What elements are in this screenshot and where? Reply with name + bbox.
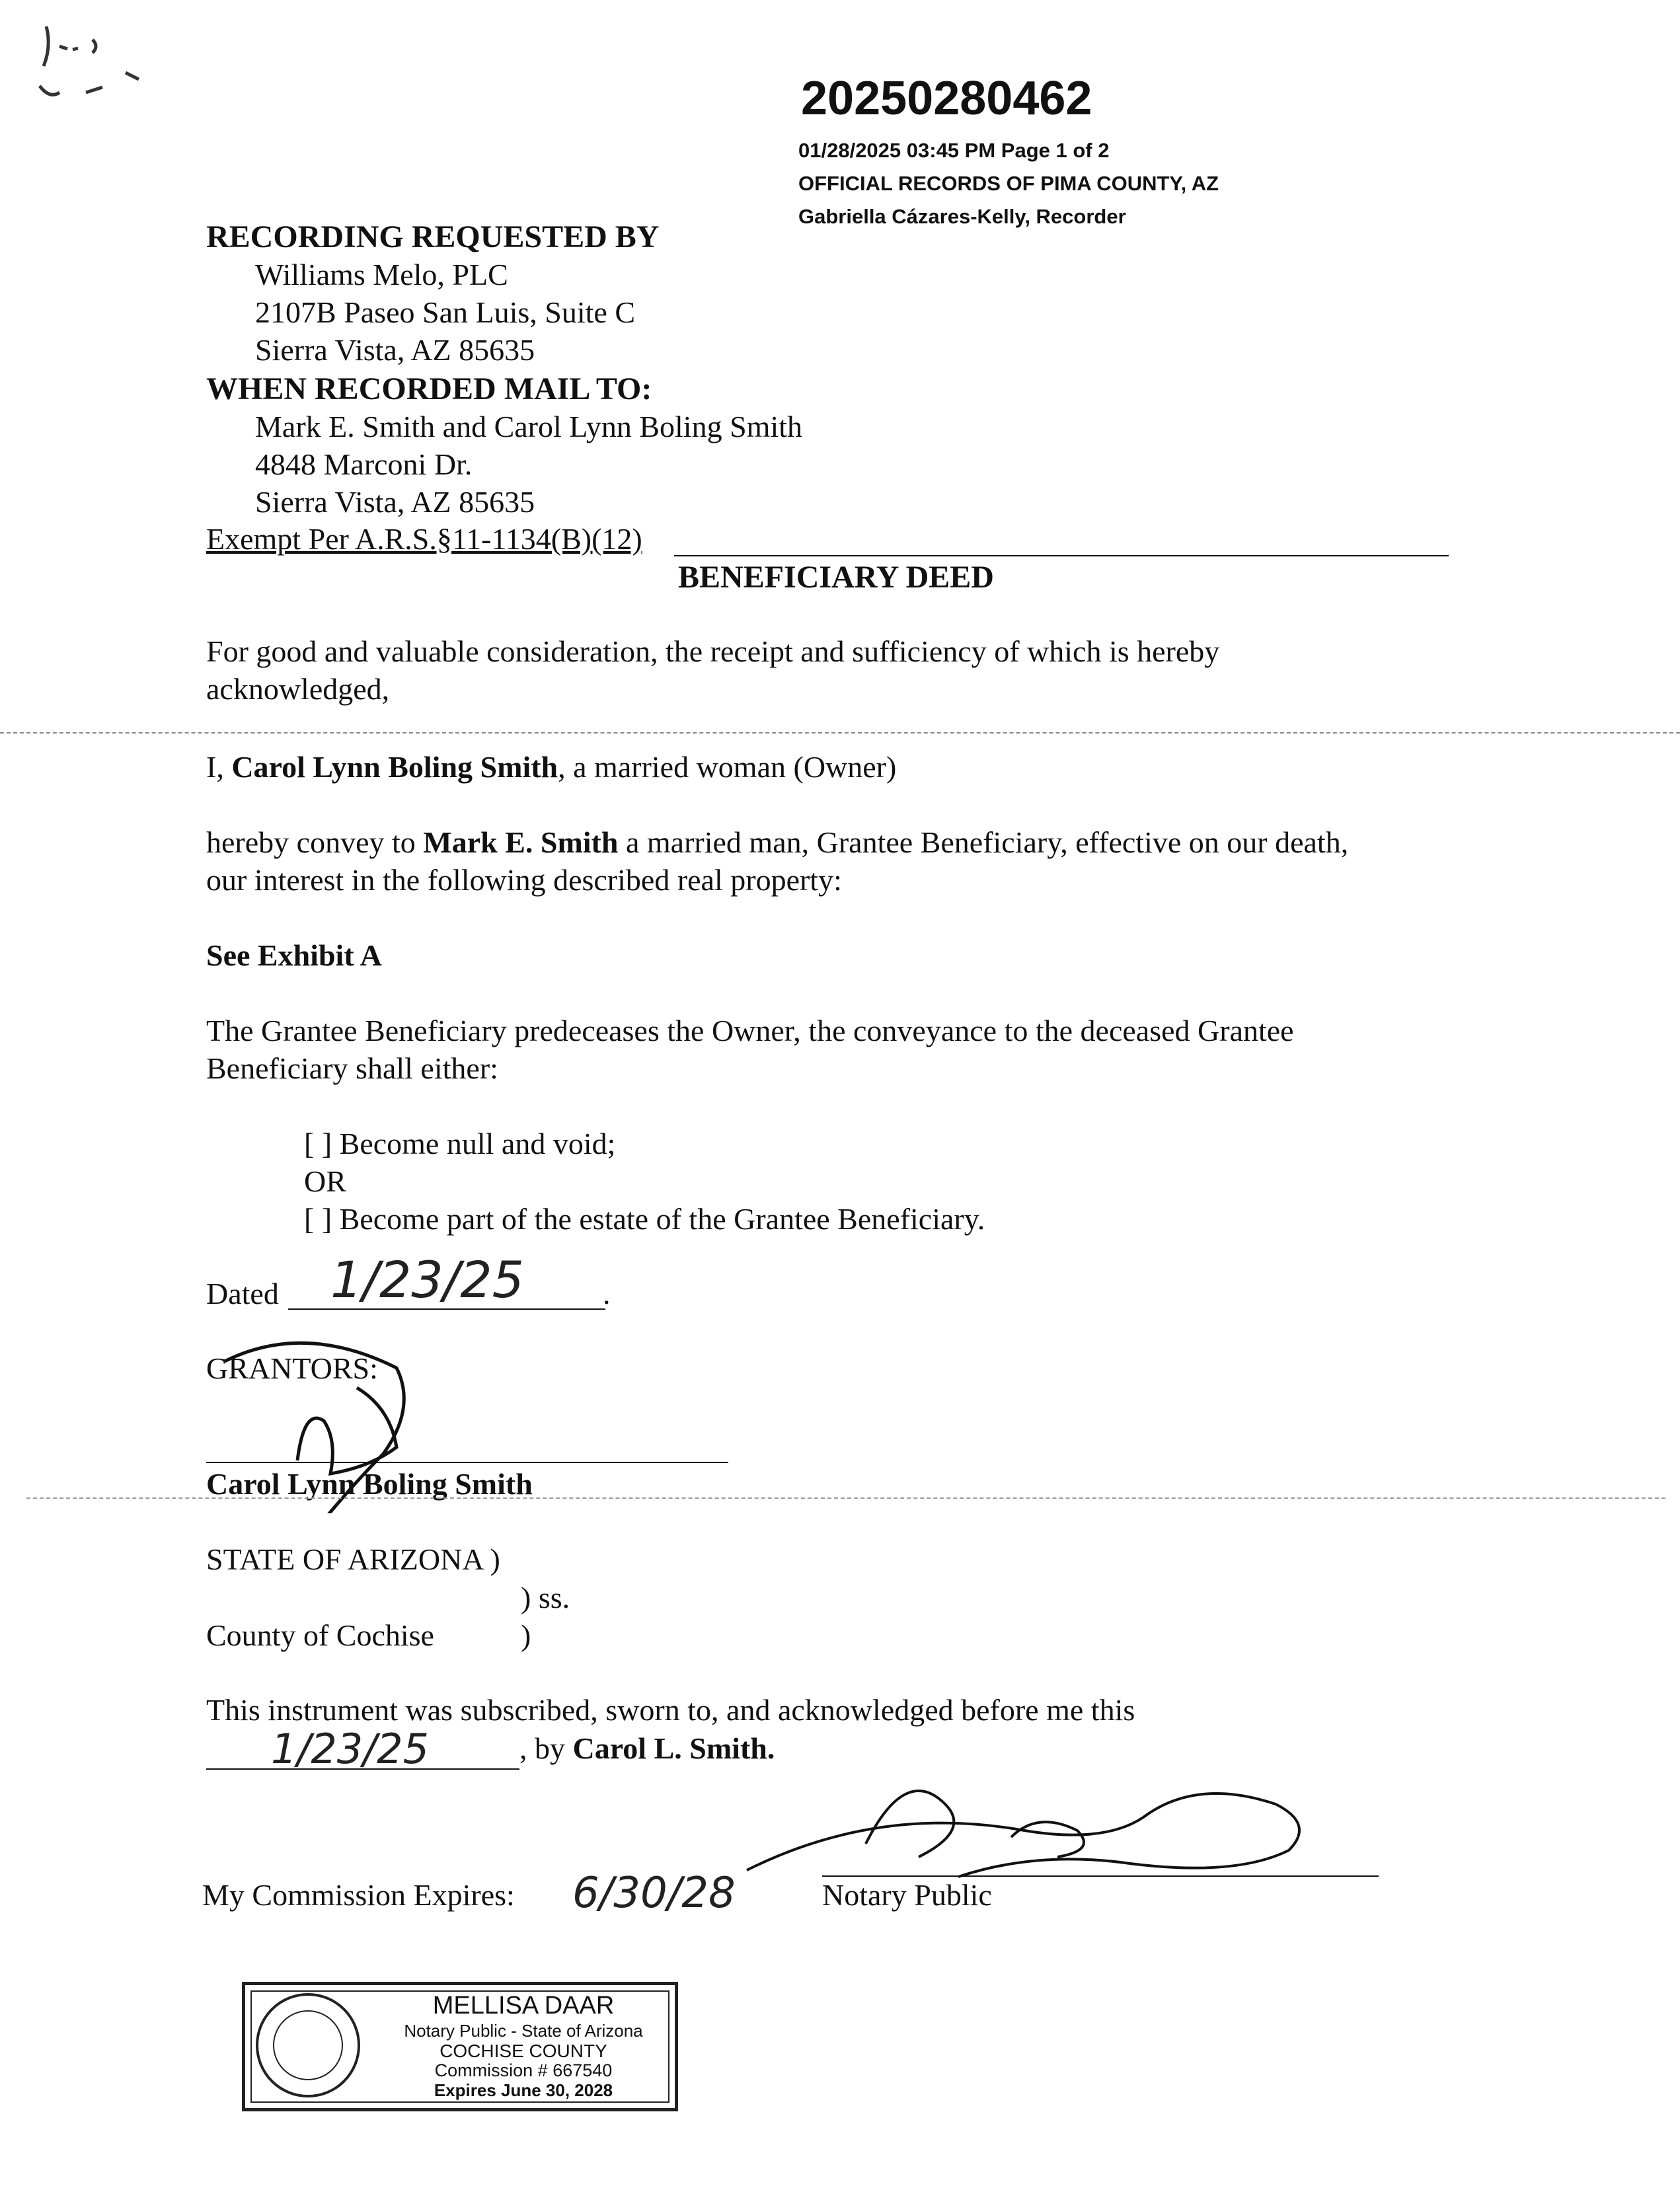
option-or: OR bbox=[304, 1164, 346, 1198]
convey-line-2: our interest in the following described real property: bbox=[206, 863, 842, 897]
dated-label: Dated bbox=[206, 1277, 279, 1310]
predecease-line-1: The Grantee Beneficiary predeceases the Owner, the conveyance to the deceased Grantee bbox=[206, 1014, 1294, 1047]
handwritten-dated: 1/23/25 bbox=[330, 1250, 524, 1309]
owner-pre: I, bbox=[206, 750, 232, 784]
grantor-name: Carol Lynn Boling Smith bbox=[206, 1467, 533, 1501]
grantor-signature-line bbox=[206, 1462, 728, 1463]
option-null-void: [ ] Become null and void; bbox=[304, 1127, 616, 1160]
commission-label: My Commission Expires: bbox=[202, 1878, 515, 1912]
notary-county: COCHISE COUNTY bbox=[439, 2041, 607, 2061]
great-seal-icon bbox=[256, 1993, 360, 2097]
exempt-statement: Exempt Per A.R.S.§11-1134(B)(12) bbox=[206, 522, 642, 556]
option-estate: [ ] Become part of the estate of the Grantee Beneficiary. bbox=[304, 1202, 985, 1236]
notary-commission: Commission # 667540 bbox=[434, 2060, 613, 2080]
owner-name: Carol Lynn Boling Smith bbox=[231, 750, 558, 784]
notary-expires: Expires June 30, 2028 bbox=[434, 2080, 613, 2100]
venue-county: County of Cochise bbox=[206, 1618, 434, 1652]
mail-to-line-2: 4848 Marconi Dr. bbox=[255, 447, 473, 481]
predecease-line-2: Beneficiary shall either: bbox=[206, 1051, 498, 1085]
venue-state: STATE OF ARIZONA ) bbox=[206, 1542, 500, 1576]
recording-date-page: 01/28/2025 03:45 PM Page 1 of 2 bbox=[798, 139, 1110, 162]
mail-to-line-1: Mark E. Smith and Carol Lynn Boling Smith bbox=[255, 410, 802, 443]
mail-to-heading: WHEN RECORDED MAIL TO: bbox=[206, 371, 652, 406]
grantee-name: Mark E. Smith bbox=[423, 825, 619, 859]
mail-to-line-3: Sierra Vista, AZ 85635 bbox=[255, 485, 535, 519]
notary-name: MELLISA DAAR bbox=[432, 1992, 615, 2020]
convey-line-1 bbox=[206, 824, 1348, 860]
document-title: BENEFICIARY DEED bbox=[678, 560, 994, 595]
consideration-line-2: acknowledged, bbox=[206, 672, 390, 706]
ack-by bbox=[519, 1730, 775, 1766]
requester-line-2: 2107B Paseo San Luis, Suite C bbox=[255, 295, 636, 329]
header-rule bbox=[674, 555, 1449, 556]
scan-artifact bbox=[26, 20, 159, 119]
venue-county-paren: ) bbox=[521, 1618, 531, 1652]
consideration-line-1: For good and valuable consideration, the receipt and sufficiency of which is hereby bbox=[206, 634, 1220, 668]
owner-statement bbox=[206, 749, 896, 785]
exhibit-reference: See Exhibit A bbox=[206, 938, 382, 972]
owner-post: , a married woman (Owner) bbox=[558, 750, 897, 784]
notary-public-label: Notary Public bbox=[822, 1878, 992, 1912]
scan-artifact-line bbox=[0, 732, 1680, 734]
dated-period: . bbox=[603, 1277, 611, 1310]
scan-artifact-line-2 bbox=[26, 1497, 1665, 1499]
seal-inner-ring bbox=[273, 2010, 343, 2080]
requester-line-1: Williams Melo, PLC bbox=[255, 258, 508, 291]
recording-number: 20250280462 bbox=[801, 72, 1092, 125]
ack-by-name: Carol L. Smith. bbox=[572, 1731, 775, 1765]
notary-seal-stamp bbox=[242, 1982, 678, 2111]
recorder-name: Gabriella Cázares-Kelly, Recorder bbox=[798, 205, 1126, 228]
handwritten-ack-date: 1/23/25 bbox=[271, 1725, 430, 1773]
recording-office: OFFICIAL RECORDS OF PIMA COUNTY, AZ bbox=[798, 172, 1219, 195]
acknowledgment-line: This instrument was subscribed, sworn to, and acknowledged before me this bbox=[206, 1693, 1135, 1727]
handwritten-commission-date: 6/30/28 bbox=[572, 1869, 736, 1918]
convey-post: a married man, Grantee Beneficiary, effective on our death, bbox=[618, 825, 1349, 859]
ack-by-pre: , by bbox=[519, 1731, 573, 1765]
convey-pre: hereby convey to bbox=[206, 825, 424, 859]
grantors-label: GRANTORS: bbox=[206, 1351, 378, 1385]
recording-requested-heading: RECORDING REQUESTED BY bbox=[206, 219, 660, 254]
requester-line-3: Sierra Vista, AZ 85635 bbox=[255, 333, 535, 367]
notary-title: Notary Public - State of Arizona bbox=[404, 2021, 643, 2041]
venue-ss: ) ss. bbox=[521, 1581, 570, 1614]
notary-signature bbox=[734, 1771, 1368, 1890]
